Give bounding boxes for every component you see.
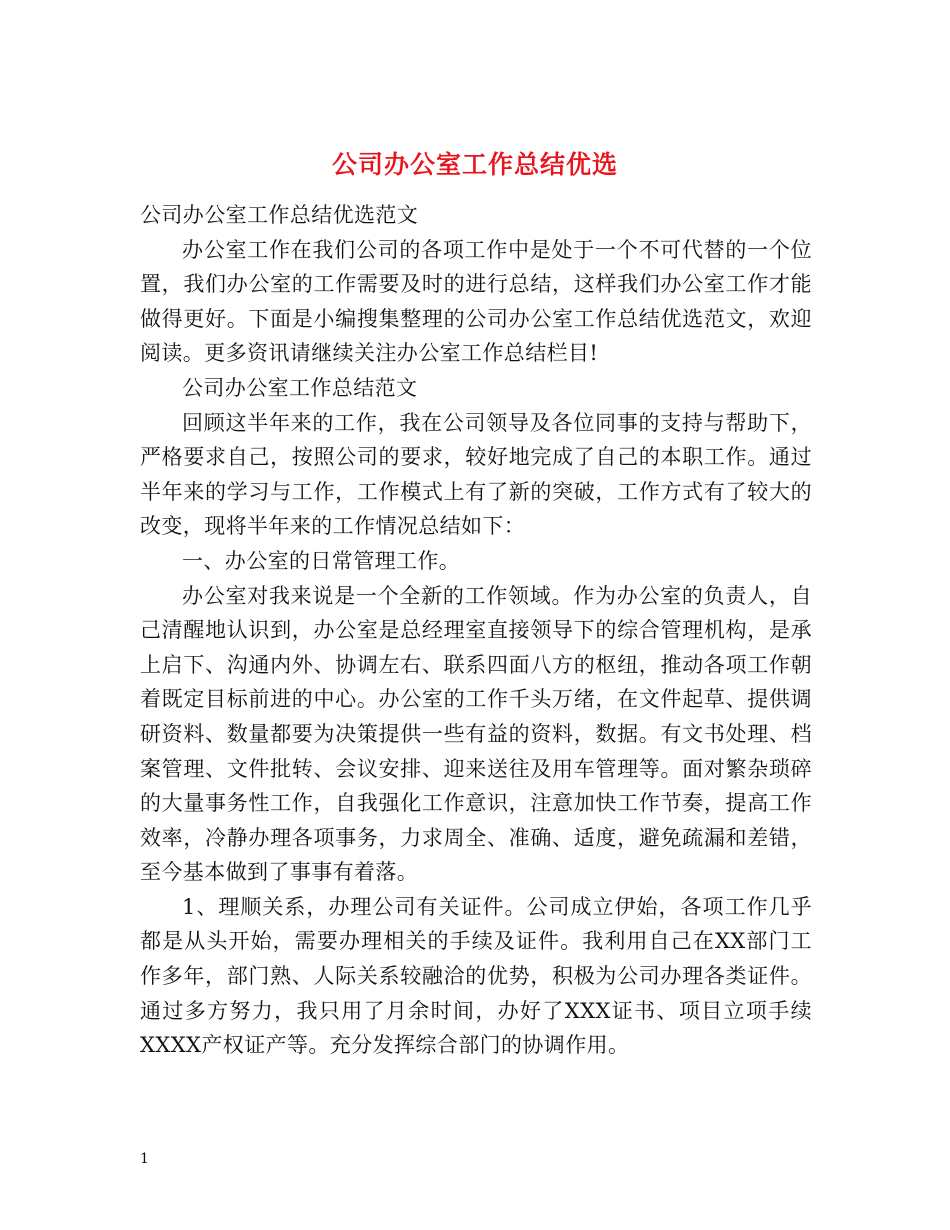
- section-heading-daily-management: 一、办公室的日常管理工作。: [182, 548, 461, 573]
- intro-paragraph: 办公室工作在我们公司的各项工作中是处于一个不可代替的一个位置，我们办公室的工作需要及时的进行总结，这样我们办公室工作才能做得更好。下面是小编搜集整理的公司办公室工作总结优选范文，欢迎阅读。更多资讯请继续关注办公室工作总结栏目!: [140, 237, 812, 366]
- certificates-paragraph: 1、理顺关系，办理公司有关证件。公司成立伊始，各项工作几乎都是从头开始，需要办理相关的手续及证件。我利用自己在XX部门工作多年，部门熟、人际关系较融洽的优势，积极为公司办理各类证件。通过多方努力，我只用了月余时间，办好了XXX证书、项目立项手续XXXX产权证产等。充分发挥综合部门的协调作用。: [140, 894, 812, 1058]
- review-paragraph: 回顾这半年来的工作，我在公司领导及各位同事的支持与帮助下，严格要求自己，按照公司的要求，较好地完成了自己的本职工作。通过半年来的学习与工作，工作模式上有了新的突破，工作方式有了较大的改变，现将半年来的工作情况总结如下：: [140, 410, 812, 539]
- section-heading: 公司办公室工作总结范文: [182, 375, 418, 400]
- page-number: 1: [140, 1151, 149, 1167]
- daily-management-paragraph: 办公室对我来说是一个全新的工作领域。作为办公室的负责人，自己清醒地认识到，办公室是总经理室直接领导下的综合管理机构，是承上启下、沟通内外、协调左右、联系四面八方的枢纽，推动各项工作朝着既定目标前进的中心。办公室的工作千头万绪，在文件起草、提供调研资料、数量都要为决策提供一些有益的资料，数据。有文书处理、档案管理、文件批转、会议安排、迎来送往及用车管理等。面对繁杂琐碎的大量事务性工作，自我强化工作意识，注意加快工作节奏，提高工作效率，冷静办理各项事务，力求周全、准确、适度，避免疏漏和差错，至今基本做到了事事有着落。: [140, 583, 812, 885]
- document-body: [140, 198, 812, 1063]
- subtitle-paragraph: 公司办公室工作总结优选范文: [140, 203, 419, 227]
- document-title: 公司办公室工作总结优选: [331, 149, 618, 179]
